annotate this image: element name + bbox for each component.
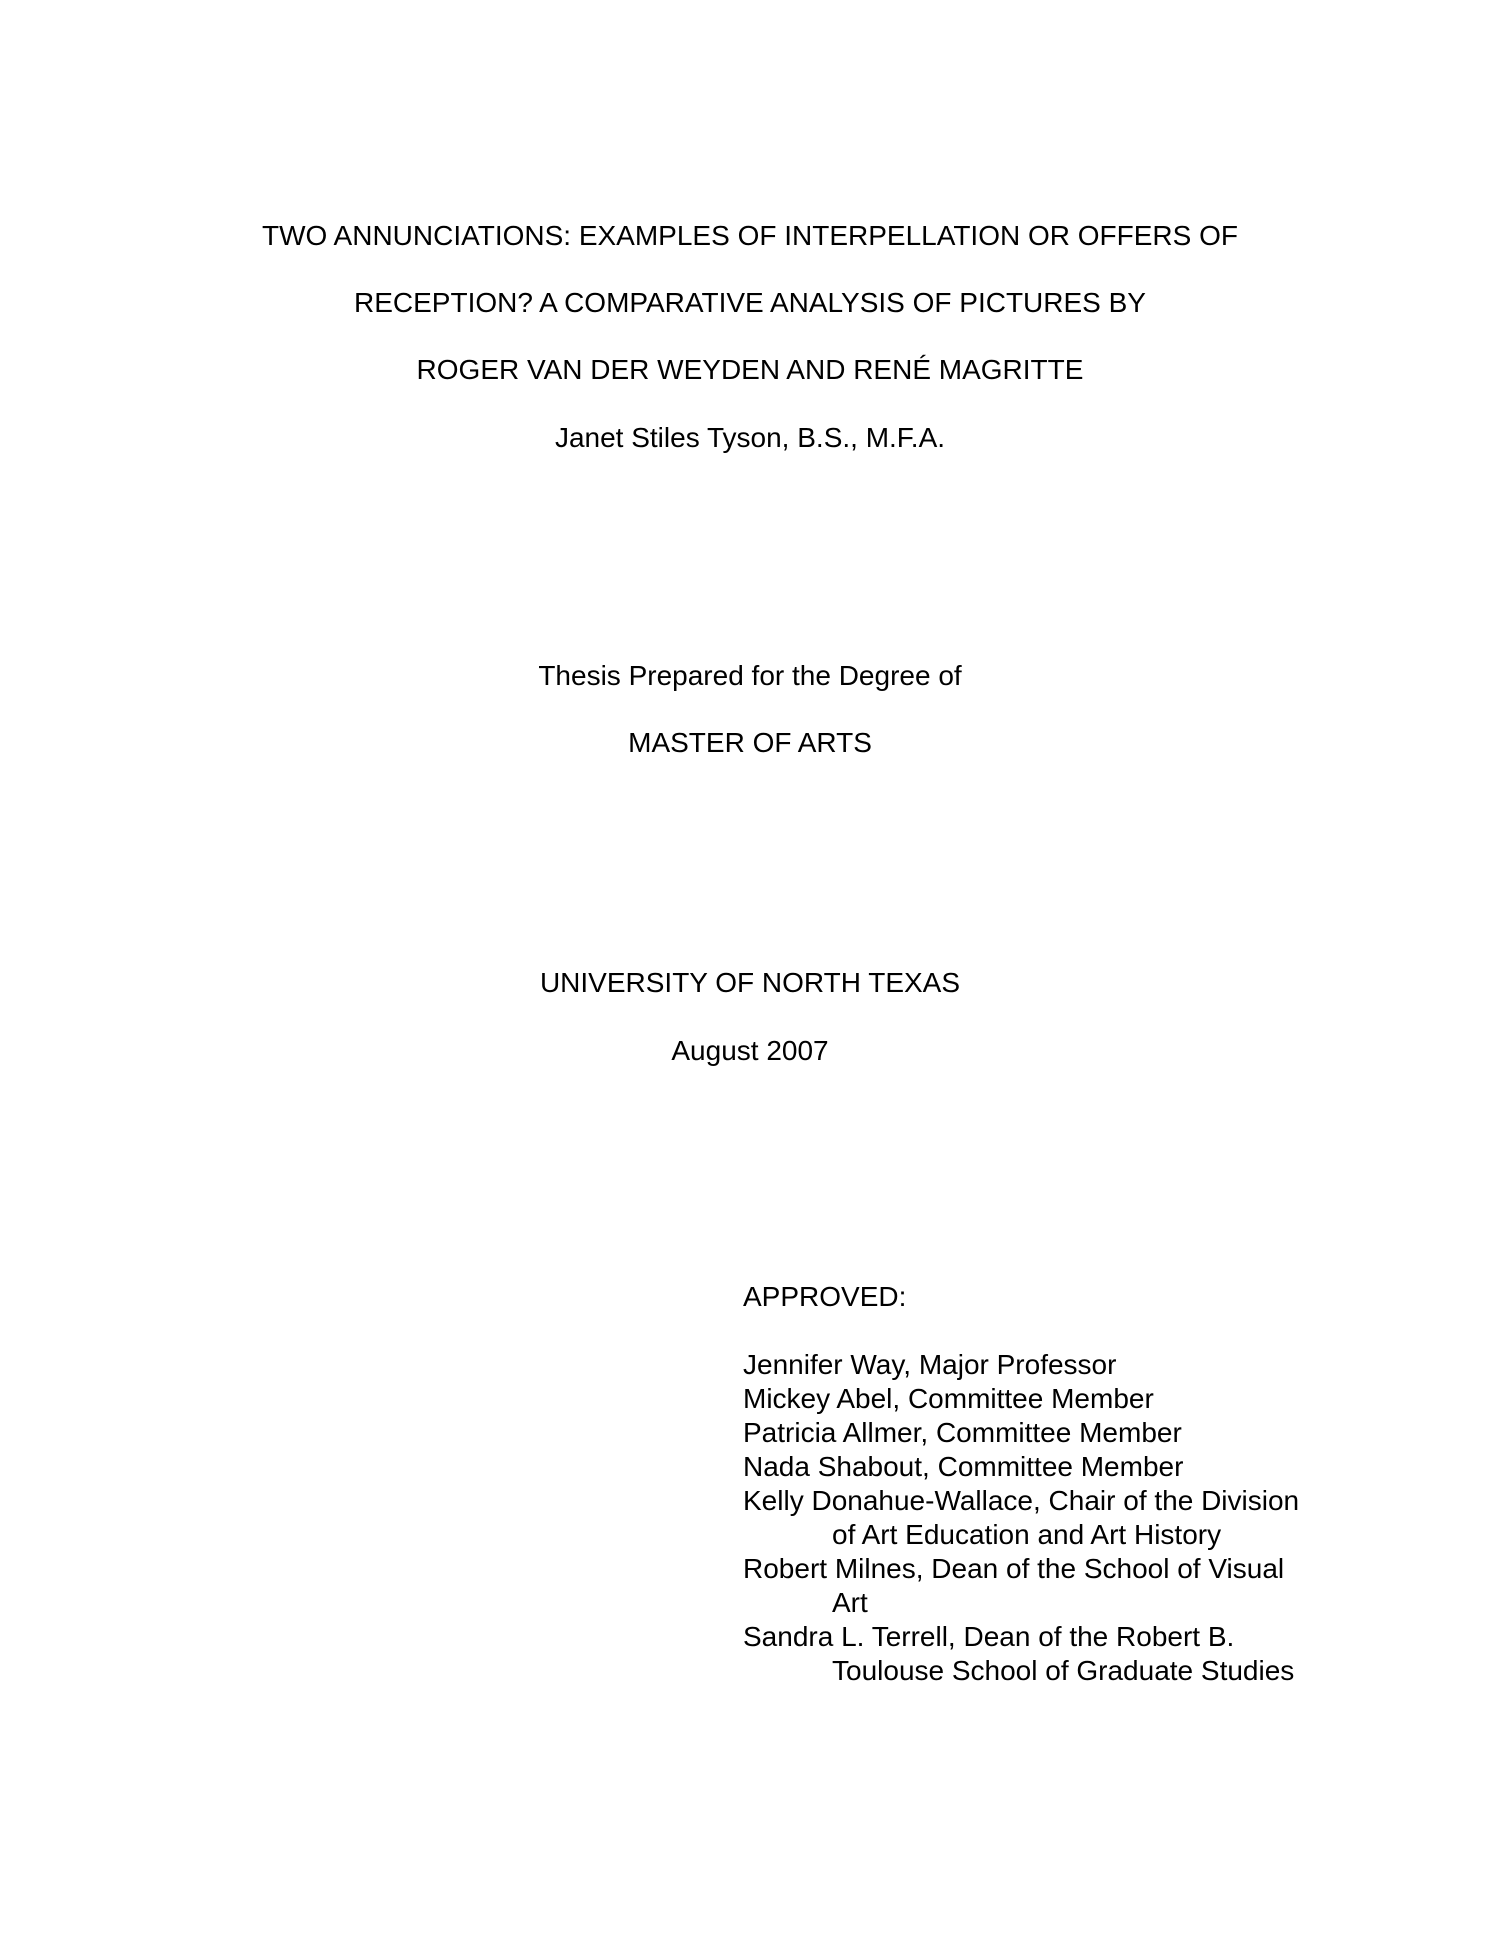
committee-member: Nada Shabout, Committee Member bbox=[743, 1451, 1184, 1482]
approved-heading: APPROVED: bbox=[743, 1281, 907, 1312]
committee-member-continuation: Art bbox=[832, 1587, 868, 1618]
committee-list bbox=[743, 1348, 1299, 1688]
title-line-3: ROGER VAN DER WEYDEN AND RENÉ MAGRITTE bbox=[416, 354, 1084, 385]
committee-member: Robert Milnes, Dean of the School of Visual bbox=[743, 1553, 1285, 1584]
title-line-2: RECEPTION? A COMPARATIVE ANALYSIS OF PICTURES BY bbox=[354, 287, 1146, 318]
committee-member: Sandra L. Terrell, Dean of the Robert B. bbox=[743, 1621, 1235, 1652]
submission-date: August 2007 bbox=[671, 1035, 829, 1066]
committee-member-continuation: Toulouse School of Graduate Studies bbox=[832, 1655, 1295, 1686]
author-name: Janet Stiles Tyson, B.S., M.F.A. bbox=[554, 422, 946, 453]
committee-member: Jennifer Way, Major Professor bbox=[743, 1349, 1117, 1380]
committee-member: Kelly Donahue-Wallace, Chair of the Division bbox=[743, 1485, 1300, 1516]
committee-member-continuation: of Art Education and Art History bbox=[832, 1519, 1222, 1550]
degree-name: MASTER OF ARTS bbox=[628, 727, 872, 758]
title-line-1: TWO ANNUNCIATIONS: EXAMPLES OF INTERPELLATION OR OFFERS OF bbox=[262, 220, 1238, 251]
degree-prepared-text: Thesis Prepared for the Degree of bbox=[538, 660, 962, 691]
institution-name: UNIVERSITY OF NORTH TEXAS bbox=[539, 967, 961, 998]
committee-member: Mickey Abel, Committee Member bbox=[743, 1383, 1154, 1414]
committee-member: Patricia Allmer, Committee Member bbox=[743, 1417, 1182, 1448]
